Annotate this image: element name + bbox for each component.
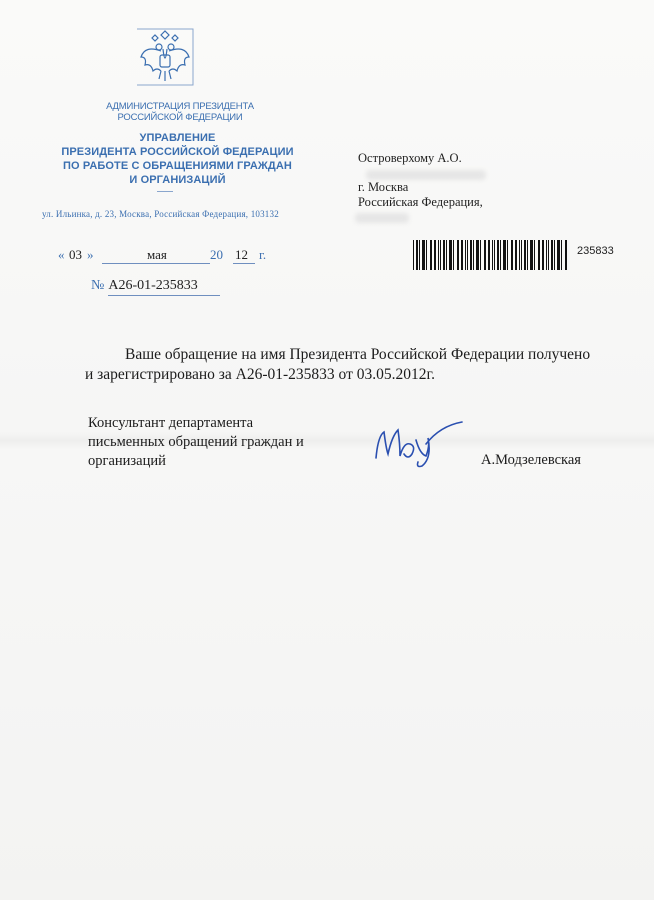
signatory-title-line3: организаций [88, 453, 166, 469]
department-title-line4: И ОРГАНИЗАЦИЙ [129, 174, 226, 186]
barcode-bar [561, 240, 562, 270]
barcode-bar [500, 240, 501, 270]
barcode-bar [515, 240, 517, 270]
department-title-line3: ПО РАБОТЕ С ОБРАЩЕНИЯМИ ГРАЖДАН [63, 160, 292, 172]
barcode-bar [470, 240, 472, 270]
barcode-bar [538, 240, 540, 270]
department-title-line2: ПРЕЗИДЕНТА РОССИЙСКОЙ ФЕДЕРАЦИИ [61, 146, 294, 158]
barcode-bar [419, 240, 420, 270]
barcode-bar [524, 240, 526, 270]
recipient-name: Островерхому А.О. [358, 151, 462, 165]
barcode-bar [438, 240, 439, 270]
signatory-title-line2: письменных обращений граждан и [88, 434, 304, 450]
date-day: 03 [69, 247, 82, 262]
date-open-quote: « [58, 247, 65, 262]
department-title-line1: УПРАВЛЕНИЕ [139, 132, 216, 144]
administration-title-line1: АДМИНИСТРАЦИЯ ПРЕЗИДЕНТА [106, 101, 254, 112]
barcode-bar [521, 240, 522, 270]
barcode-bar [446, 240, 447, 270]
barcode-bar [527, 240, 528, 270]
reference-number-value: А26-01-235833 [108, 278, 198, 293]
date-close-quote: » [87, 247, 94, 262]
letterhead-divider [157, 191, 173, 192]
date-year-underline [233, 263, 255, 264]
barcode-bar [465, 240, 466, 270]
barcode-bar [480, 240, 481, 270]
barcode-bar [548, 240, 549, 270]
barcode-bar [422, 240, 425, 270]
barcode-bar [492, 240, 493, 270]
reference-underline [108, 295, 220, 296]
coat-of-arms-icon [133, 27, 197, 93]
barcode-bar [565, 240, 567, 270]
barcode-bar [542, 240, 544, 270]
barcode-bar [519, 240, 520, 270]
barcode-bar [497, 240, 499, 270]
body-line-2: и зарегистрировано за А26-01-235833 от 03.05.2012г. [85, 366, 435, 383]
barcode-bar [546, 240, 547, 270]
barcode-bar [503, 240, 506, 270]
barcode-bar [476, 240, 479, 270]
date-year-suffix: 12 [235, 247, 248, 262]
barcode-number: 235833 [577, 245, 614, 257]
barcode-bar [430, 240, 432, 270]
barcode-bar [494, 240, 495, 270]
barcode-bar [557, 240, 560, 270]
barcode-bar [484, 240, 486, 270]
recipient-city: г. Москва [358, 180, 409, 194]
barcode [413, 240, 569, 270]
date-year-prefix: 20 [210, 247, 223, 262]
letter-body [85, 345, 605, 385]
barcode-bar [507, 240, 508, 270]
signatory-title-line1: Консультант департамента [88, 415, 254, 431]
barcode-bar [434, 240, 436, 270]
barcode-bar [461, 240, 463, 270]
signatory-title [88, 414, 304, 471]
signatory-name: А.Модзелевская [481, 452, 581, 468]
body-line-1: Ваше обращение на имя Президента Российской Федерации получено [125, 346, 591, 363]
date-month: мая [147, 247, 167, 262]
barcode-bar [467, 240, 468, 270]
date-year-mark: г. [259, 247, 267, 262]
barcode-bar [457, 240, 459, 270]
barcode-bar [534, 240, 535, 270]
number-sign: № [91, 278, 105, 293]
barcode-bar [413, 240, 414, 270]
redacted-street [366, 170, 486, 180]
reference-number [91, 278, 198, 294]
administration-title-line2: РОССИЙСКОЙ ФЕДЕРАЦИИ [117, 112, 243, 123]
barcode-bar [554, 240, 555, 270]
barcode-bar [453, 240, 454, 270]
barcode-bar [449, 240, 452, 270]
barcode-bar [530, 240, 533, 270]
barcode-bar [440, 240, 441, 270]
barcode-bar [443, 240, 445, 270]
barcode-bar [511, 240, 513, 270]
barcode-bar [473, 240, 474, 270]
barcode-bar [426, 240, 427, 270]
date-month-underline [102, 263, 210, 264]
letterhead-address: ул. Ильинка, д. 23, Москва, Российская Федерация, 103132 [42, 209, 279, 219]
barcode-bar [551, 240, 553, 270]
barcode-bar [488, 240, 490, 270]
handwritten-signature [370, 418, 465, 470]
redacted-postcode [355, 213, 409, 223]
barcode-bar [416, 240, 418, 270]
recipient-country: Российская Федерация, [358, 195, 483, 209]
